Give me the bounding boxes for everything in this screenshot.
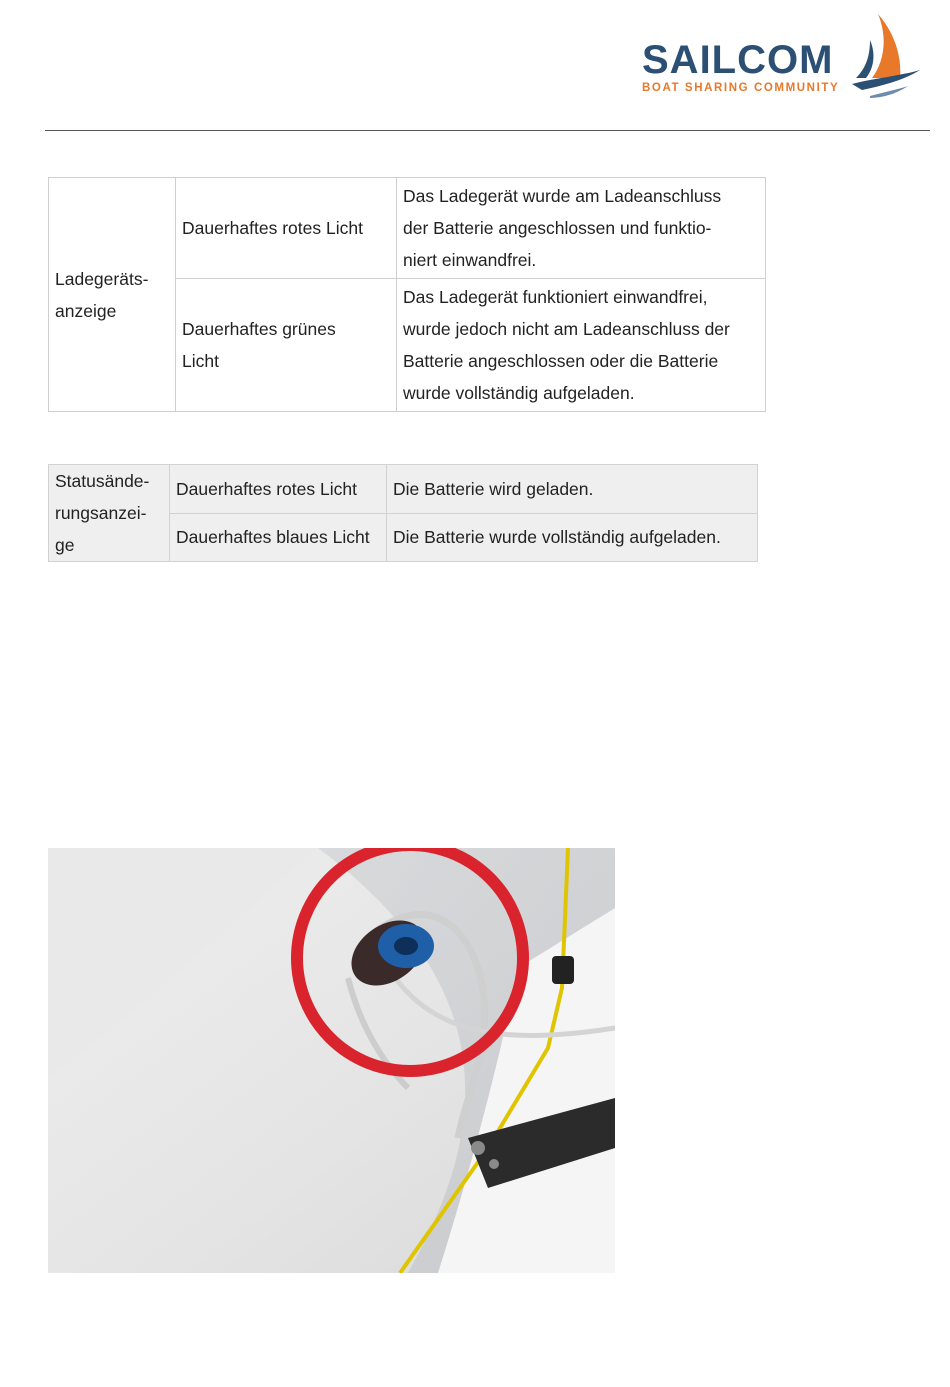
state-cell (176, 279, 397, 412)
state-text: Dauerhaftes rotes Licht (176, 478, 357, 499)
description-line: wurde vollständig aufgeladen. (403, 383, 635, 403)
description-cell (387, 465, 758, 514)
state-text: Dauerhaftes rotes Licht (182, 218, 363, 238)
description-text: Die Batterie wurde vollständig aufgeladen. (393, 527, 721, 548)
description-line: niert einwandfrei. (403, 250, 537, 270)
charger-label-line: anzeige (55, 300, 117, 321)
charger-label-line: Ladegeräts- (55, 268, 149, 289)
description-line: Das Ladegerät wurde am Ladeanschluss (403, 186, 722, 206)
description-cell (397, 178, 766, 279)
state-cell (170, 465, 387, 514)
state-cell (170, 513, 387, 562)
logo-tagline: BOAT SHARING COMMUNITY (642, 82, 840, 94)
description-line: der Batterie angeschlossen und funktio- (403, 218, 712, 238)
status-label-cell (49, 465, 170, 562)
state-text: Dauerhaftes blaues Licht (176, 527, 370, 548)
sailcom-logo (640, 12, 930, 104)
description-cell (387, 513, 758, 562)
table-row (49, 465, 758, 514)
deck-photo-illustration (48, 848, 615, 1273)
table-row (49, 178, 766, 279)
charger-label-cell (49, 178, 176, 412)
description-line: Batterie angeschlossen oder die Batterie (403, 351, 719, 371)
status-label-line: rungsanzei- (55, 503, 147, 523)
status-label-line: Statusände- (55, 471, 150, 491)
status-label-line: ge (55, 535, 75, 555)
state-text: Dauerhaftes grünes (182, 319, 336, 339)
logo-wordmark: SAILCOM (642, 38, 834, 82)
description-line: Das Ladegerät funktioniert einwandfrei, (403, 287, 708, 307)
header-divider (45, 130, 930, 131)
sail-icon (848, 12, 928, 102)
status-indicator-table (48, 464, 758, 562)
description-line: wurde jedoch nicht am Ladeanschluss der (403, 319, 730, 339)
state-text: Licht (182, 351, 219, 371)
state-cell (176, 178, 397, 279)
charger-indicator-table (48, 177, 766, 412)
description-cell (397, 279, 766, 412)
description-text: Die Batterie wird geladen. (393, 478, 594, 499)
deck-photo (48, 848, 615, 1273)
